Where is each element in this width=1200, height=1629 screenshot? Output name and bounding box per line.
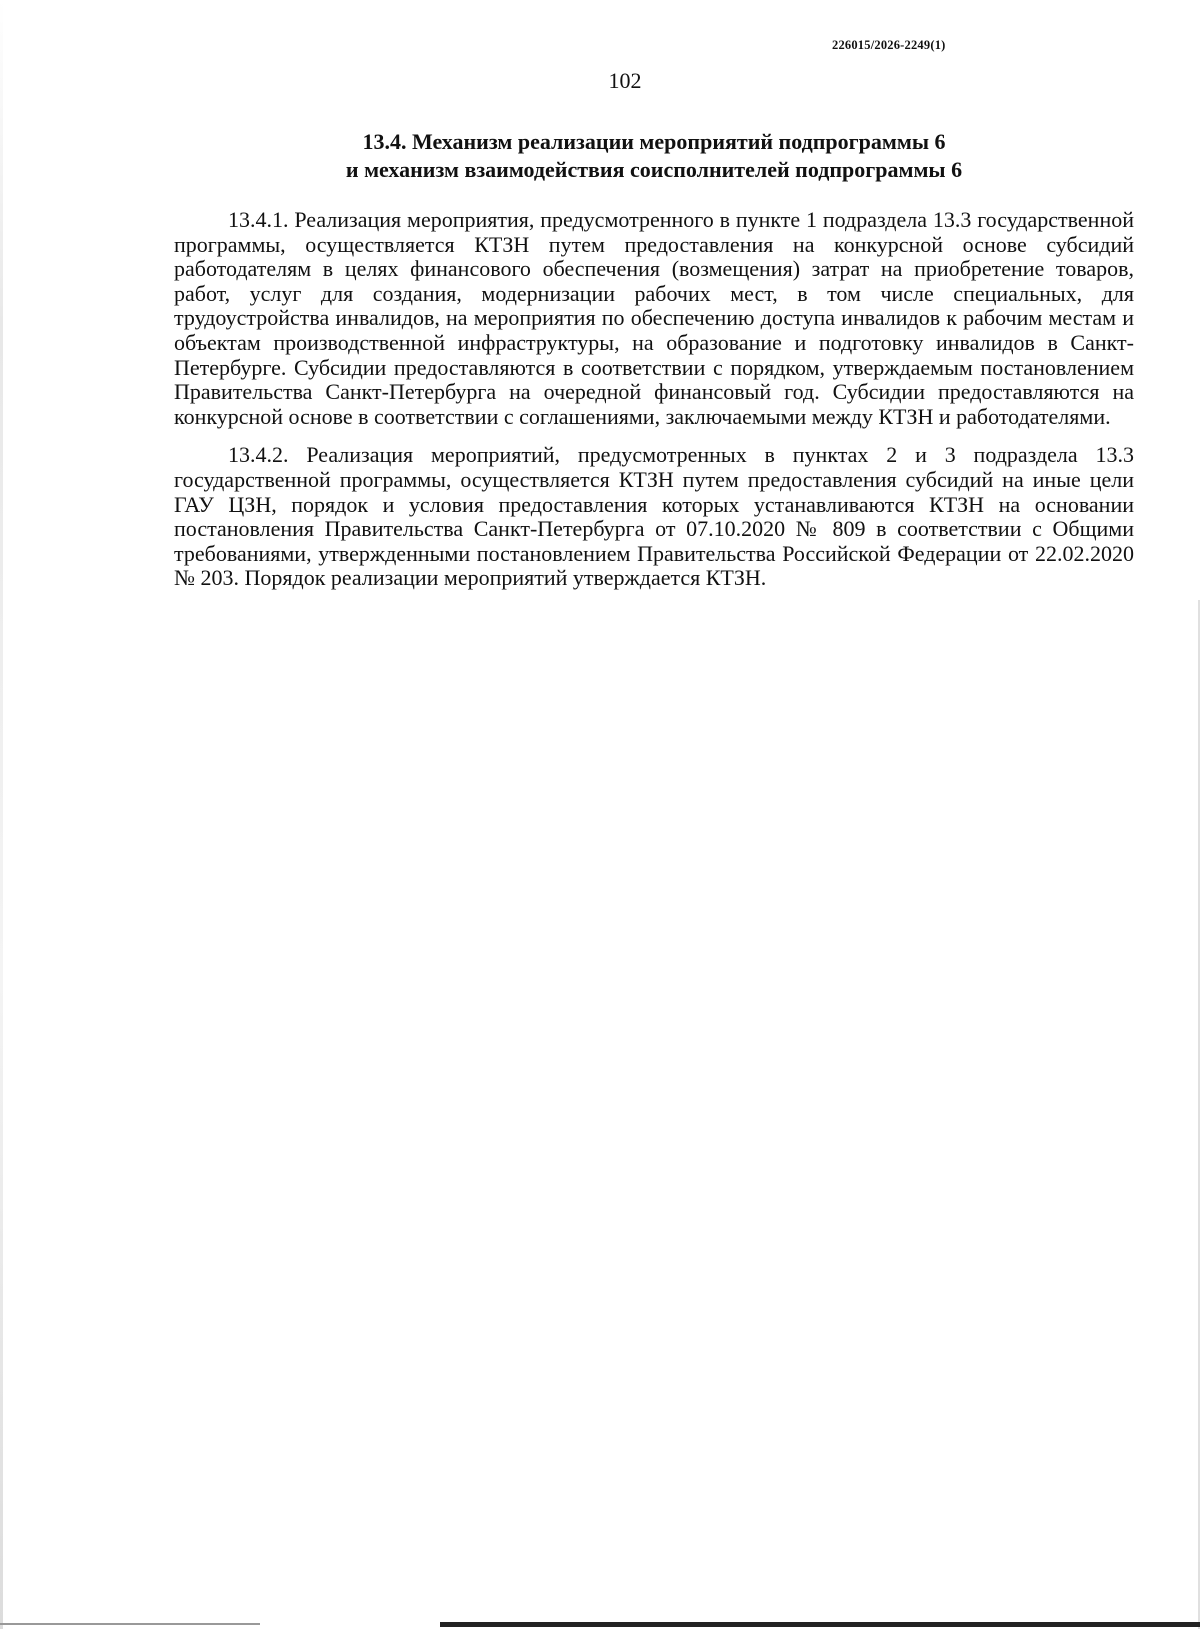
paragraph-13-4-2: 13.4.2. Реализация мероприятий, предусмотренных в пунктах 2 и 3 подраздела 13.3 государственной программы, осуществляется КТЗН путем предоставления субсидий на иные цели ГАУ ЦЗН, порядок и условия предоставления которых устанавливаются КТЗН на основании постановления Правительства Санкт-Петербурга от 07.10.2020 № 809 в соответствии с Общими требованиями, утвержденными постановлением Правительства Российской Федерации от 22.02.2020 № 203. Порядок реализации мероприятий утверждается КТЗН. [174, 442, 1134, 591]
section-title-line-1: 13.4. Механизм реализации мероприятий подпрограммы 6 [362, 129, 946, 154]
scan-artifact-line-left [0, 1623, 260, 1625]
section-title-line-2: и механизм взаимодействия соисполнителей подпрограммы 6 [345, 157, 963, 182]
page-number: 102 [608, 68, 642, 93]
document-body [174, 208, 1134, 591]
scan-artifact-line [440, 1622, 1200, 1627]
document-code: 226015/2026-2249(1) [832, 38, 946, 52]
scan-edge-left [0, 0, 3, 1629]
paragraph-13-4-1: 13.4.1. Реализация мероприятия, предусмотренного в пункте 1 подраздела 13.3 государственной программы, осуществляется КТЗН путем предоставления на конкурсной основе субсидий работодателям в целях финансового обеспечения (возмещения) затрат на приобретение товаров, работ, услуг для создания, модернизации рабочих мест, в том числе специальных, для трудоустройства инвалидов, на мероприятия по обеспечению доступа инвалидов к рабочим местам и объектам производственной инфраструктуры, на образование и подготовку инвалидов в Санкт-Петербурге. Субсидии предоставляются в соответствии с порядком, утверждаемым постановлением Правительства Санкт-Петербурга на очередной финансовый год. Субсидии предоставляются на конкурсной основе в соответствии с соглашениями, заключаемыми между КТЗН и работодателями. [174, 207, 1134, 429]
section-title [174, 128, 1134, 184]
